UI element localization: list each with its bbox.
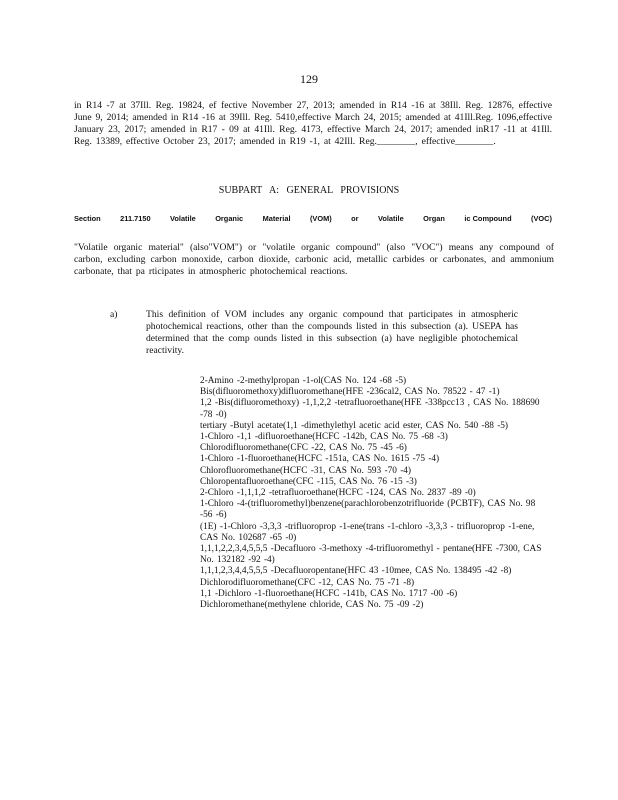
compound-item: 1-Chloro -1-fluoroethane(HCFC -151a, CAS No. 1615 -75 -4) — [200, 454, 440, 465]
compound-item: Dichlorodifluoromethane(CFC -12, CAS No. 75 -71 -8) — [200, 577, 415, 588]
section-heading-word: Volatile — [170, 214, 196, 223]
compound-item: 1,2 -Bis(difluoromethoxy) -1,1,2,2 -tetrafluoroethane(HFE -338pcc13 , CAS No. 188690 -78 -0) — [200, 398, 540, 420]
compound-item: Chlorofluoromethane(HCFC -31, CAS No. 593 -70 -4) — [200, 465, 412, 476]
compound-item: (1E) -1-Chloro -3,3,3 -trifluoroprop -1-ene(trans -1-chloro -3,3,3 - trifluoroprop -1-ene, CAS No. 102687 -65 -0) — [200, 521, 535, 543]
compound-item: tertiary -Butyl acetate(1,1 -dimethylethyl acetic acid ester, CAS No. 540 -88 -5) — [200, 420, 509, 431]
compound-list — [200, 376, 544, 611]
subsection-text: This definition of VOM includes any organic compound that participates in atmospheric photochemical reactions, other than the compounds listed in this subsection (a). USEPA has determined that the comp ounds listed in this subsection (a) have negligible photochemical reactivity. — [146, 309, 518, 356]
subsection-label: a) — [110, 309, 118, 320]
compound-item: Chloropentafluoroethane(CFC -115, CAS No. 76 -15 -3) — [200, 476, 417, 487]
compound-item: 1,1,1,2,3,4,4,5,5,5 -Decafluoropentane(HFC 43 -10mee, CAS No. 138495 -42 -8) — [200, 566, 512, 577]
section-heading-word: or — [351, 214, 359, 223]
history-note: in R14 -7 at 37Ill. Reg. 19824, ef fective November 27, 2013; amended in R14 -16 at 38Ill. Reg. 12876, effective June 9, 2014; amended in R14 -16 at 39Ill. Reg. 5410,effective March 24, 2015; amended at 41Ill.Reg. 1096,effective January 23, 2017; amended in R17 - 09 at 41Ill. Reg. 4173, effective March 24, 2017; amended inR17 -11 at 41Ill. Reg. 13389, effective October 23, 2017; amended in R19 -1, at 42Ill. Reg.________, effective________. — [74, 100, 552, 147]
definition-paragraph: "Volatile organic material" (also"VOM") or "volatile organic compound" (also "VOC") means any compound of carbon, excluding carbon monoxide, carbon dioxide, carbonic acid, metallic carbides or carbonates, and ammonium carbonate, that pa rticipates in atmospheric photochemical reactions. — [74, 242, 554, 277]
compound-item: Chlorodifluoromethane(CFC -22, CAS No. 75 -45 -6) — [200, 443, 407, 454]
compound-item: Dichloromethane(methylene chloride, CAS No. 75 -09 -2) — [200, 600, 424, 611]
page-number: 129 — [300, 72, 318, 86]
section-heading-word: Section — [74, 214, 101, 223]
compound-item: 1,1,1,2,2,3,4,5,5,5 -Decafluoro -3-methoxy -4-trifluoromethyl - pentane(HFE -7300, CAS No. 132182 -92 -4) — [200, 544, 542, 566]
compound-item: 2-Amino -2-methylpropan -1-ol(CAS No. 124 -68 -5) — [200, 376, 407, 386]
compound-item: 1-Chloro -1,1 -difluoroethane(HCFC -142b, CAS No. 75 -68 -3) — [200, 432, 448, 443]
compound-item: Bis(difluoromethoxy)difluoromethane(HFE -236cal2, CAS No. 78522 - 47 -1) — [200, 387, 500, 398]
subpart-heading: SUBPART A: GENERAL PROVISIONS — [218, 185, 400, 196]
compound-item: 2-Chloro -1,1,1,2 -tetrafluoroethane(HCFC -124, CAS No. 2837 -89 -0) — [200, 488, 476, 499]
section-heading-word: Volatile — [377, 214, 404, 223]
compound-item: 1,1 -Dichloro -1-fluoroethane(HCFC -141b, CAS No. 1717 -00 -6) — [200, 588, 458, 599]
compound-item: 1-Chloro -4-(trifluoromethyl)benzene(parachlorobenzotrifluoride (PCBTF), CAS No. 98 -56 -6) — [200, 499, 536, 521]
section-heading-word: (VOM) — [309, 214, 332, 223]
section-heading-word: Organ — [423, 214, 445, 223]
section-heading-word: (VOC) — [531, 214, 552, 223]
section-heading-word: ic Compound — [464, 214, 512, 223]
section-heading-word: Organic — [215, 214, 244, 223]
section-heading-word: 211.7150 — [120, 214, 151, 223]
section-heading — [74, 214, 552, 223]
section-heading-word: Material — [262, 214, 291, 223]
